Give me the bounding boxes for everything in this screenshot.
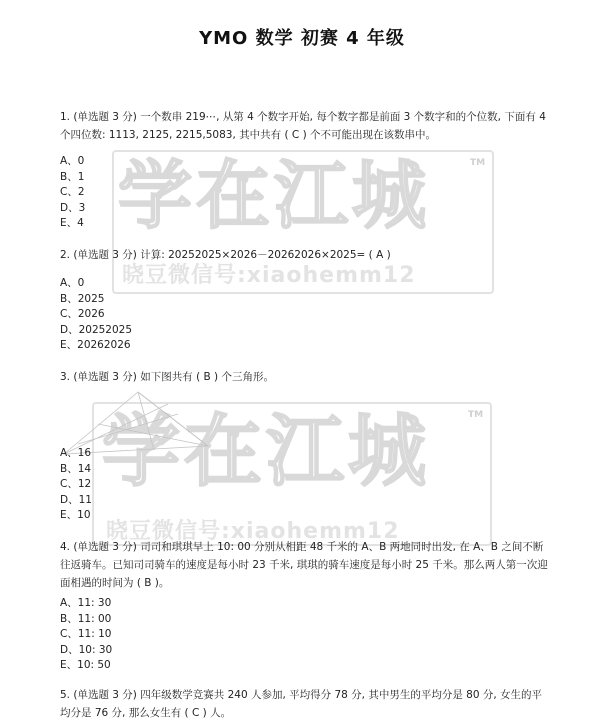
option-b: B、2025 (60, 292, 105, 305)
option-d: D、11 (60, 493, 92, 506)
option-a: A、16 (60, 447, 92, 459)
option-d: D、20252025 (60, 323, 133, 336)
watermark-subtitle: 晓豆微信号:xiaohemm12 (122, 263, 416, 288)
option-c: C、11: 10 (60, 628, 112, 640)
watermark-title: 学在江城 (118, 153, 430, 239)
option-c: C、2026 (60, 308, 105, 320)
option-a: A、11: 30 (60, 597, 112, 609)
document-title: YMO 数学 初赛 4 年级 (199, 28, 405, 49)
watermark-title: 学在江城 (102, 407, 431, 497)
question-3-options (60, 446, 92, 524)
option-b: B、1 (60, 170, 85, 183)
watermark-tm: TM (470, 158, 486, 168)
option-e: E、10: 50 (60, 659, 111, 671)
option-d: D、3 (60, 201, 86, 214)
question-4-text: 4. (单选题 3 分) 司司和琪琪早上 10: 00 分别从相距 48 千米的 A、B 两地同时出发, 在 A、B 之间不断往返骑车。已知司司骑车的速度是每小时 23 千米, 琪琪的骑车速度是每小时 25 千米。那么两人第一次迎面相遇的时间为 ( B )。 (60, 541, 548, 589)
option-a: A、0 (60, 155, 85, 167)
watermark-tm: TM (468, 410, 484, 420)
option-b: B、11: 00 (60, 612, 112, 625)
option-c: C、2 (60, 186, 85, 198)
question-2-text: 2. (单选题 3 分) 计算: 20252025×2026－20262026×2025= ( A ) (60, 249, 391, 261)
option-d: D、10: 30 (60, 643, 113, 656)
option-e: E、4 (60, 217, 84, 229)
watermark-1 (112, 150, 492, 300)
question-1-text: 1. (单选题 3 分) 一个数串 219⋯, 从第 4 个数字开始, 每个数字都是前面 3 个数字和的个位数, 下面有 4 个四位数: 1113, 2125, 2215,5083, 其中共有 ( C ) 个不可能出现在该数串中。 (60, 111, 546, 141)
option-e: E、10 (60, 509, 91, 521)
question-4-options (60, 596, 112, 674)
question-3-text: 3. (单选题 3 分) 如下图共有 ( B ) 个三角形。 (60, 371, 274, 383)
watermark-subtitle: 晓豆微信号:xiaohemm12 (106, 519, 400, 544)
question-2-options (60, 276, 132, 354)
question-5-text: 5. (单选题 3 分) 四年级数学竞赛共 240 人参加, 平均得分 78 分, 其中男生的平均分是 80 分, 女生的平均分是 76 分, 那么女生有 ( C ) 人。 (60, 689, 543, 719)
question-1-options (60, 154, 85, 232)
option-c: C、12 (60, 478, 92, 490)
option-e: E、20262026 (60, 339, 131, 351)
option-b: B、14 (60, 462, 92, 475)
option-a: A、0 (60, 277, 85, 289)
